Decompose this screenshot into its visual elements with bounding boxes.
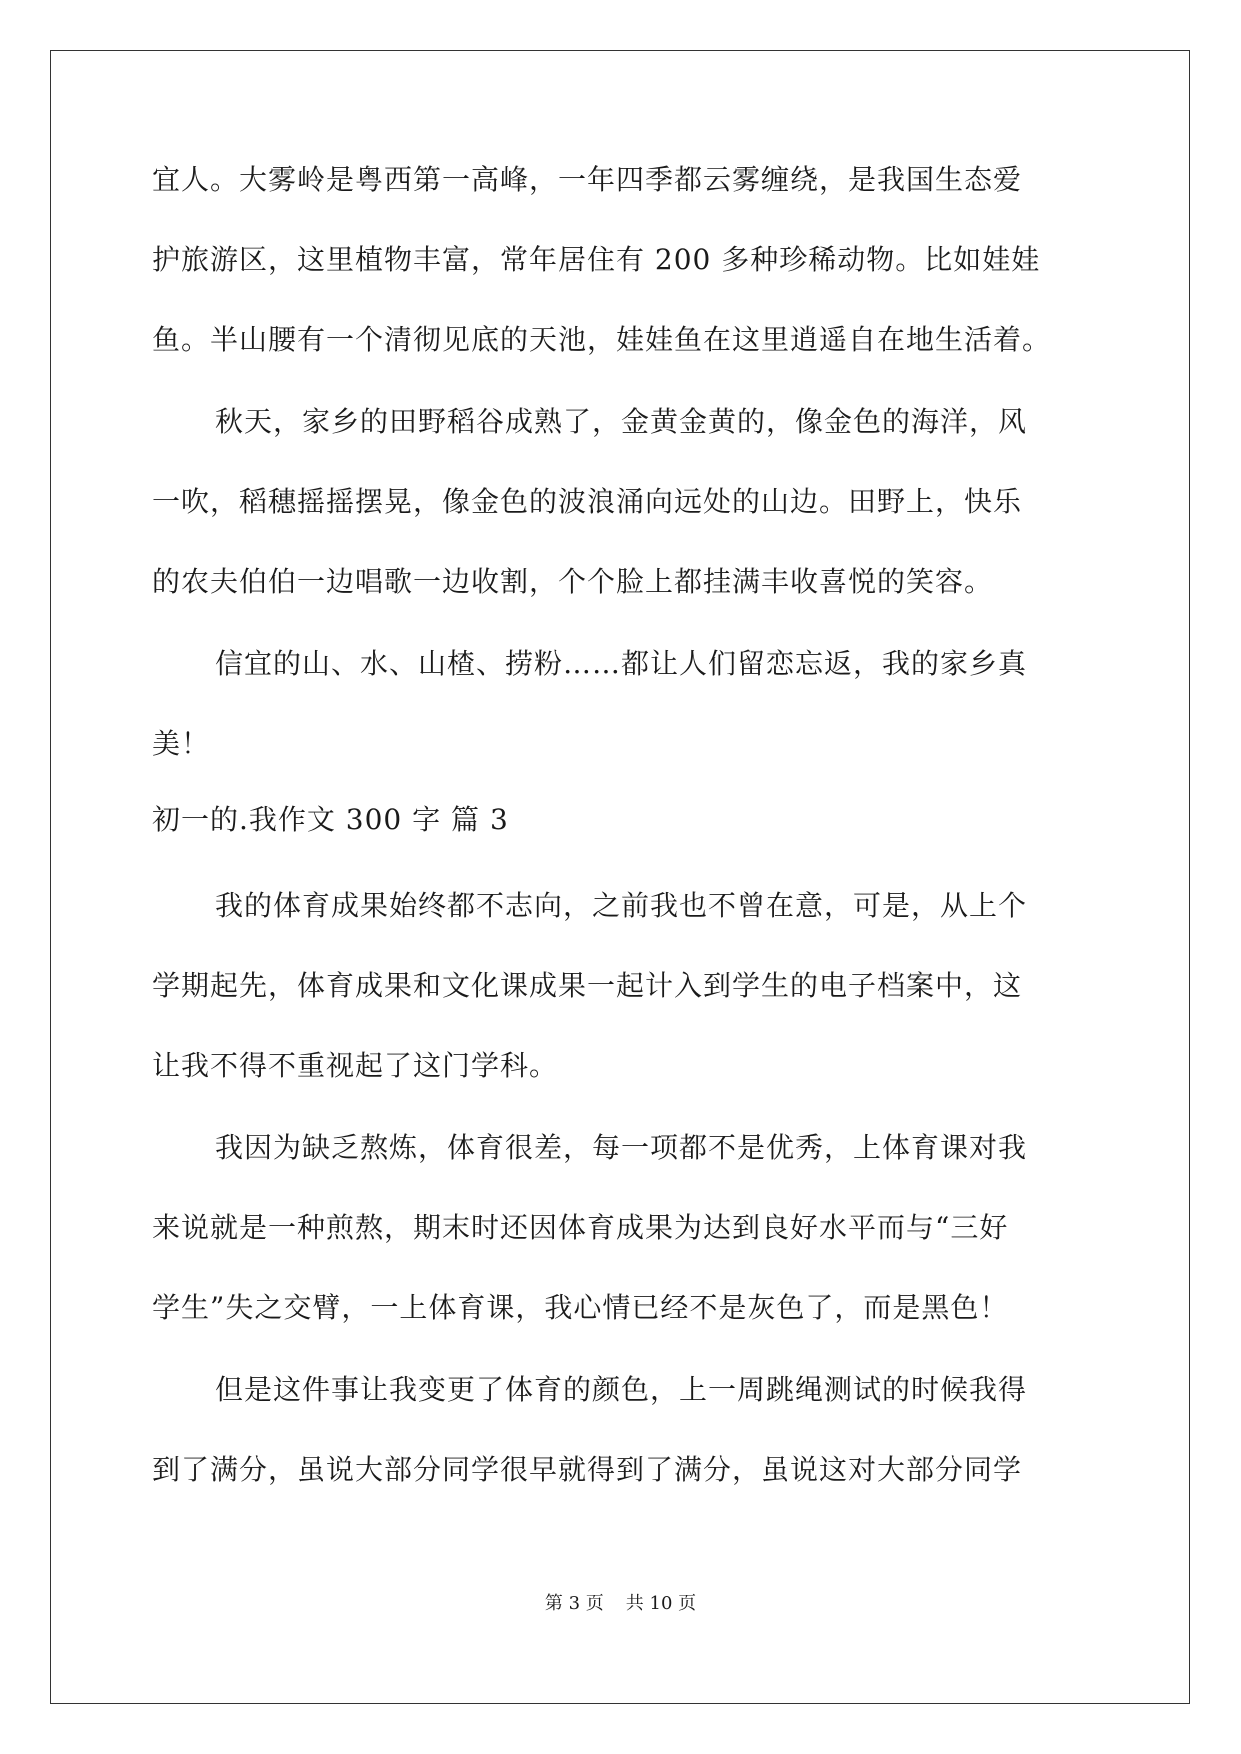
text-line: 来说就是一种煎熬，期末时还因体育成果为达到良好水平而与“三好 bbox=[152, 1211, 1009, 1244]
section-heading: 初一的.我作文 300 字 篇 3 bbox=[152, 803, 509, 836]
text-line: 到了满分，虽说大部分同学很早就得到了满分，虽说这对大部分同学 bbox=[152, 1453, 1023, 1486]
text-line: 学期起先，体育成果和文化课成果一起计入到学生的电子档案中，这 bbox=[152, 969, 1023, 1002]
page-number-total: 共 10 页 bbox=[625, 1593, 697, 1614]
text-line: 秋天，家乡的田野稻谷成熟了，金黄金黄的，像金色的海洋，风 bbox=[215, 405, 1028, 438]
page-footer bbox=[0, 1592, 1241, 1616]
text-line: 我因为缺乏熬炼，体育很差，每一项都不是优秀，上体育课对我 bbox=[215, 1131, 1028, 1164]
text-line: 我的体育成果始终都不志向，之前我也不曾在意，可是，从上个 bbox=[215, 889, 1028, 922]
text-line: 一吹，稻穗摇摇摆晃，像金色的波浪涌向远处的山边。田野上，快乐 bbox=[152, 485, 1023, 518]
text-line: 的农夫伯伯一边唱歌一边收割，个个脸上都挂满丰收喜悦的笑容。 bbox=[152, 565, 994, 598]
text-line: 学生”失之交臂，一上体育课，我心情已经不是灰色了，而是黑色！ bbox=[152, 1291, 1009, 1324]
text-line: 美！ bbox=[152, 727, 211, 760]
text-line: 信宜的山、水、山楂、捞粉……都让人们留恋忘返，我的家乡真 bbox=[215, 647, 1028, 680]
text-line: 鱼。半山腰有一个清彻见底的天池，娃娃鱼在这里逍遥自在地生活着。 bbox=[152, 323, 1052, 356]
page-number-current: 第 3 页 bbox=[544, 1593, 604, 1614]
text-line: 让我不得不重视起了这门学科。 bbox=[152, 1049, 559, 1082]
text-line: 宜人。大雾岭是粤西第一高峰，一年四季都云雾缠绕，是我国生态爱 bbox=[152, 163, 1023, 196]
text-line: 但是这件事让我变更了体育的颜色，上一周跳绳测试的时候我得 bbox=[215, 1373, 1028, 1406]
text-line: 护旅游区，这里植物丰富，常年居住有 200 多种珍稀动物。比如娃娃 bbox=[152, 243, 1041, 276]
